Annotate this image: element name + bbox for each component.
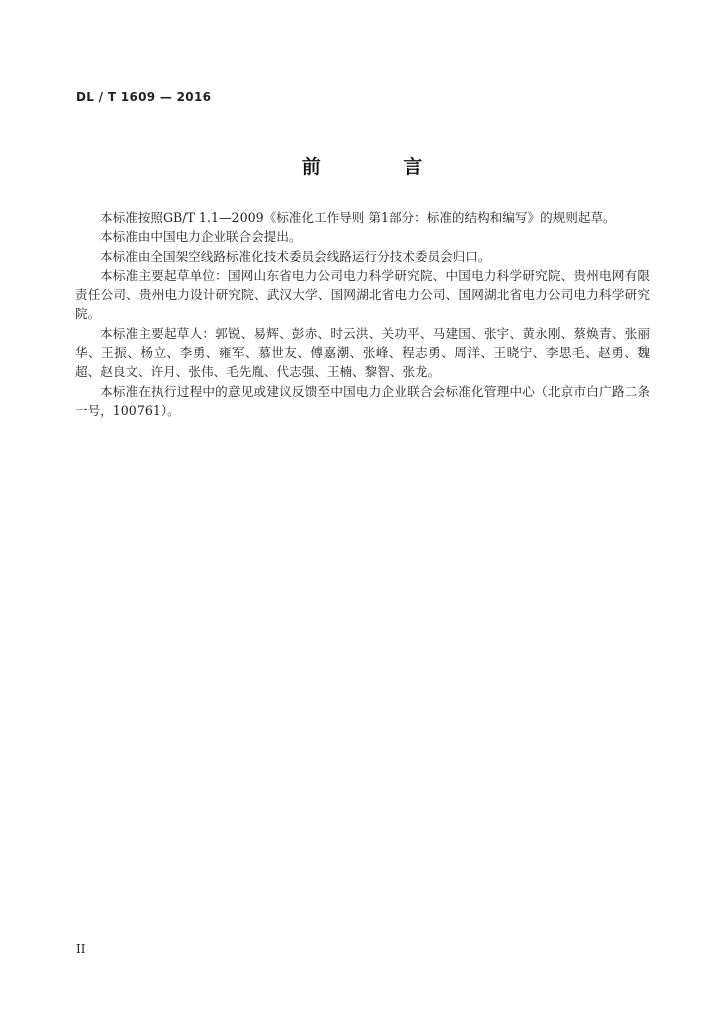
page-number: II <box>76 942 86 956</box>
paragraph-drafting-rules: 本标准按照GB/T 1.1—2009《标准化工作导则 第1部分：标准的结构和编写》的规则起草。 <box>100 210 616 225</box>
standard-code: DL / T 1609 — 2016 <box>76 90 212 104</box>
paragraph-feedback: 本标准在执行过程中的意见或建议反馈至中国电力企业联合会标准化管理中心（北京市白广路二条一号，100761）。 <box>75 383 650 418</box>
paragraph-committee: 本标准由全国架空线路标准化技术委员会线路运行分技术委员会归口。 <box>100 248 491 264</box>
foreword-body <box>75 208 650 420</box>
page-title: 前 言 <box>301 156 461 178</box>
paragraph-proposer: 本标准由中国电力企业联合会提出。 <box>100 229 302 245</box>
paragraph-drafters: 本标准主要起草人：郭锐、易辉、彭赤、时云洪、关功平、马建国、张宇、黄永刚、蔡焕青、张丽华、王振、杨立、李勇、雍军、慕世友、傅嘉潮、张峰、程志勇、周洋、王晓宁、李思毛、赵勇、魏超、赵良文、许月、张伟、毛先胤、代志强、王楠、黎智、张龙。 <box>75 325 650 380</box>
paragraph-drafting-units: 本标准主要起草单位：国网山东省电力公司电力科学研究院、中国电力科学研究院、贵州电网有限责任公司、贵州电力设计研究院、武汉大学、国网湖北省电力公司、国网湖北省电力公司电力科学研究院。 <box>75 267 650 322</box>
